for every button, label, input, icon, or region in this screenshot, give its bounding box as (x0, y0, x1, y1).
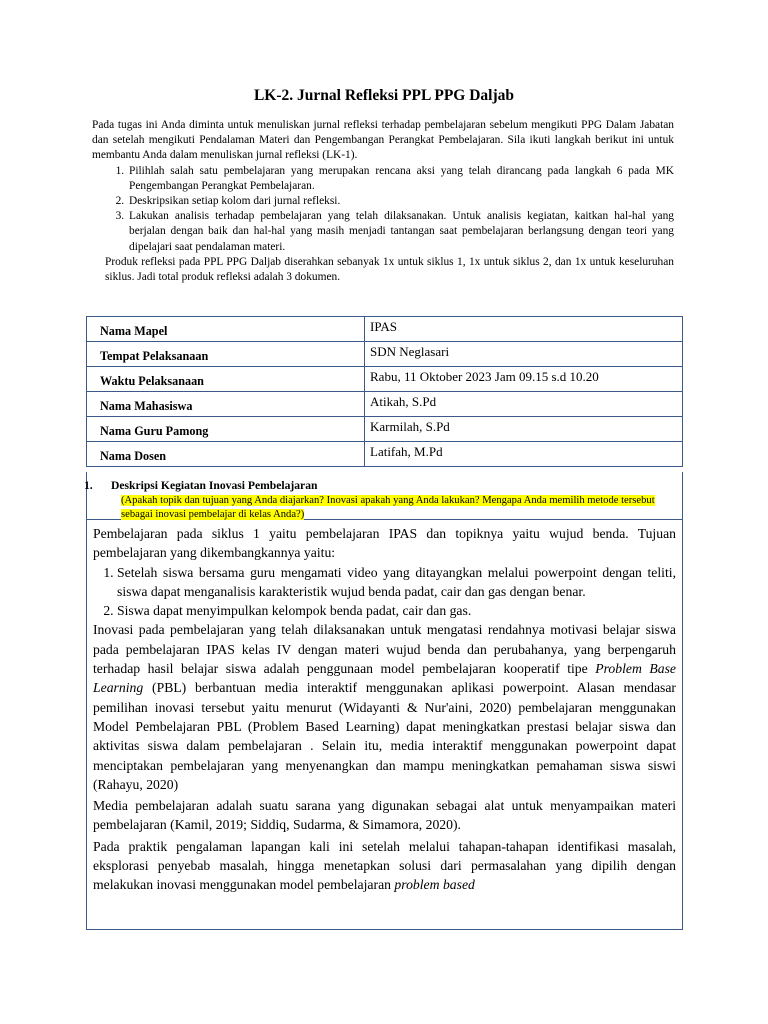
row-label: Nama Guru Pamong (87, 417, 365, 442)
section-question (121, 494, 681, 522)
row-label: Nama Dosen (87, 442, 365, 467)
step-item: 2. Deskripsikan setiap kolom dari jurnal refleksi. (127, 194, 674, 209)
document-title: LK-2. Jurnal Refleksi PPL PPG Daljab (253, 87, 515, 104)
text-run: Inovasi pada pembelajaran yang telah dilaksanakan untuk mengatasi rendahnya motivasi belajar siswa pada pembelajaran IPAS kelas IV dengan materi wujud benda dan perubahanya, yang berpengaruh terhadap hasil belajar siswa adalah penggunaan model pembelajaran kooperatif tipe (93, 622, 676, 677)
italic-run: problem based (394, 877, 475, 893)
text-run: Pada praktik pengalaman lapangan kali ini setelah melalui tahapan-tahapan identifikasi masalah, eksplorasi penyebab masalah, hingga menetapkan solusi dari permasalahan yang dipilih dengan melakukan inovasi menggunakan model pembelajaran (93, 838, 676, 893)
section-number: 1. (84, 479, 93, 492)
table-row (87, 342, 683, 367)
table-row (87, 317, 683, 342)
row-value: Rabu, 11 Oktober 2023 Jam 09.15 s.d 10.20 (365, 367, 683, 392)
section-content-box (86, 520, 683, 930)
row-value: Atikah, S.Pd (365, 392, 683, 417)
row-value: SDN Neglasari (365, 342, 683, 367)
row-value: Karmilah, S.Pd (365, 417, 683, 442)
goal-item: 1. Setelah siswa bersama guru mengamati video yang ditayangkan melalui powerpoint dengan teliti, siswa dapat menganalisis karakteristik wujud benda padat, cair dan gas dengan benar. (117, 563, 676, 602)
row-label: Nama Mahasiswa (87, 392, 365, 417)
italic-run: Problem Base Learning (93, 661, 676, 696)
highlighted-question: (Apakah topik dan tujuan yang Anda diajarkan? Inovasi apakah yang Anda lakukan? Mengapa Anda memilih metode tersebut sebagai inovasi pembelajar di kelas Anda?) (121, 495, 655, 520)
row-value: IPAS (365, 317, 683, 342)
row-label: Tempat Pelaksanaan (87, 342, 365, 367)
row-value: Latifah, M.Pd (365, 442, 683, 467)
closing-paragraph: Produk refleksi pada PPL PPG Daljab diserahkan sebanyak 1x untuk siklus 1, 1x untuk siklus 2, dan 1x untuk keseluruhan siklus. Jadi total produk refleksi adalah 3 dokumen. (105, 255, 674, 284)
info-table (86, 316, 683, 467)
instructions (92, 118, 674, 285)
table-row (87, 442, 683, 467)
row-label: Waktu Pelaksanaan (87, 367, 365, 392)
content-paragraph (93, 837, 676, 895)
content-paragraph: Pembelajaran pada siklus 1 yaitu pembelajaran IPAS dan topiknya yaitu wujud benda. Tujuan pembelajaran yang dikembangkannya yaitu: (93, 526, 676, 561)
goal-item: 2. Siswa dapat menyimpulkan kelompok benda padat, cair dan gas. (117, 601, 676, 620)
steps-list (92, 164, 674, 255)
row-label: Nama Mapel (87, 317, 365, 342)
content-paragraph (93, 620, 676, 794)
table-row (87, 367, 683, 392)
goals-list (93, 563, 676, 621)
content-paragraph: Media pembelajaran adalah suatu sarana yang digunakan sebagai alat untuk menyampaikan materi pembelajaran (Kamil, 2019; Siddiq, Sudarma, & Simamora, 2020). (93, 798, 676, 833)
section-header (86, 472, 683, 520)
text-run: (PBL) berbantuan media interaktif menggunakan aplikasi powerpoint. Alasan mendasar pemilihan inovasi tersebut yaitu menurut (Widayanti & Nur'aini, 2020) pembelajaran menggunakan Model Pembelajaran PBL (Problem Based Learning) dapat meningkatkan prestasi belajar siswa dan aktivitas siswa dalam pembelajaran . Selain itu, media interaktif menggunakan powerpoint dapat menciptakan pembelajaran yang menyenangkan dan mampu meningkatkan pemahaman siswa siswi (Rahayu, 2020) (93, 680, 676, 792)
section-content (93, 524, 676, 895)
step-item: 3. Lakukan analisis terhadap pembelajaran yang telah dilaksanakan. Untuk analisis kegiatan, kaitkan hal-hal yang berjalan dengan baik dan hal-hal yang masih menjadi tantangan saat pembelajaran berlangsung dengan teori yang dipelajari saat pendalaman materi. (127, 209, 674, 255)
step-item: 1. Pilihlah salah satu pembelajaran yang merupakan rencana aksi yang telah dirancang pada langkah 6 pada MK Pengembangan Perangkat Pembelajaran. (127, 164, 674, 194)
intro-paragraph: Pada tugas ini Anda diminta untuk menuliskan jurnal refleksi terhadap pembelajaran sebelum mengikuti PPG Dalam Jabatan dan setelah mengikuti Pendalaman Materi dan Pengembangan Perangkat Pembelajaran. Sila ikuti langkah berikut ini untuk membantu Anda dalam menuliskan jurnal refleksi (LK-1). (92, 119, 674, 162)
table-row (87, 392, 683, 417)
section-heading: Deskripsi Kegiatan Inovasi Pembelajaran (111, 479, 318, 492)
table-row (87, 417, 683, 442)
